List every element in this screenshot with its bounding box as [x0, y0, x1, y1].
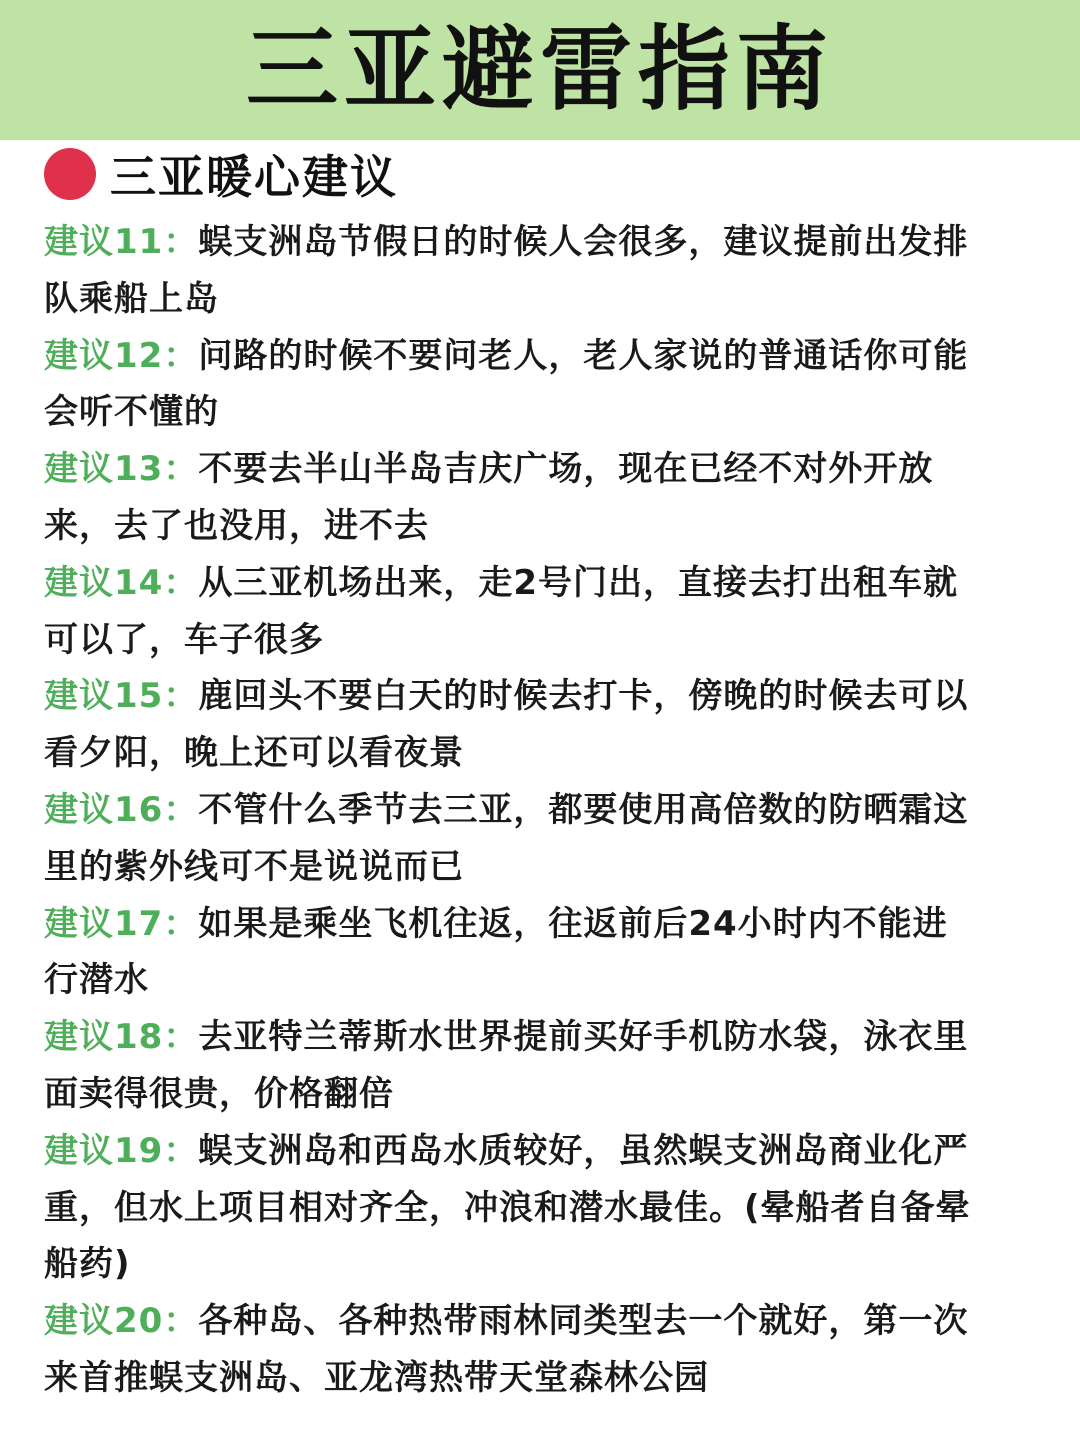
tip-item: [44, 1293, 980, 1407]
tip-label: 建议13：: [44, 449, 199, 490]
tip-text: 从三亚机场出来，走2号门出，直接去打出租车就可以了，车子很多: [44, 562, 958, 660]
tip-label: 建议12：: [44, 335, 199, 376]
tip-item: [44, 896, 980, 1010]
tip-item: [44, 1123, 980, 1293]
tip-label: 建议15：: [44, 676, 199, 717]
tip-item: [44, 782, 980, 896]
tip-text: 蜈支洲岛节假日的时候人会很多，建议提前出发排队乘船上岛: [44, 222, 969, 319]
tip-text: 蜈支洲岛和西岛水质较好，虽然蜈支洲岛商业化严重，但水上项目相对齐全，冲浪和潜水最佳。(晕船者自备晕船药): [44, 1130, 971, 1285]
tip-item: [44, 1009, 980, 1123]
tip-label: 建议19：: [44, 1130, 199, 1171]
section-heading: [44, 146, 398, 202]
tips-list: [44, 214, 980, 1407]
tip-text: 去亚特兰蒂斯水世界提前买好手机防水袋，泳衣里面卖得很贵，价格翻倍: [44, 1017, 969, 1114]
tip-label: 建议11：: [44, 222, 199, 262]
tip-label: 建议14：: [44, 562, 199, 603]
tip-text: 如果是乘坐飞机往返，往返前后24小时内不能进行潜水: [44, 903, 948, 1001]
tip-item: [44, 555, 980, 669]
tip-item: [44, 214, 980, 328]
tip-text: 不要去半山半岛吉庆广场，现在已经不对外开放来，去了也没用，进不去: [44, 449, 934, 546]
tip-item: [44, 328, 980, 442]
tip-label: 建议16：: [44, 789, 199, 830]
tip-item: [44, 668, 980, 782]
tip-text: 不管什么季节去三亚，都要使用高倍数的防晒霜这里的紫外线可不是说说而已: [44, 789, 969, 887]
tip-item: [44, 441, 980, 555]
tip-text: 问路的时候不要问老人，老人家说的普通话你可能会听不懂的: [44, 335, 969, 433]
tip-text: 各种岛、各种热带雨林同类型去一个就好，第一次来首推蜈支洲岛、亚龙湾热带天堂森林公园: [44, 1301, 969, 1398]
tip-text: 鹿回头不要白天的时候去打卡，傍晚的时候去可以看夕阳，晚上还可以看夜景: [44, 676, 969, 774]
tip-label: 建议18：: [44, 1017, 199, 1058]
tip-label: 建议17：: [44, 903, 199, 944]
page-title: 三亚避雷指南: [245, 16, 834, 123]
section-heading-text: 三亚暖心建议: [110, 150, 398, 204]
red-dot-bullet-icon: [44, 148, 96, 200]
tip-label: 建议20：: [44, 1301, 199, 1342]
